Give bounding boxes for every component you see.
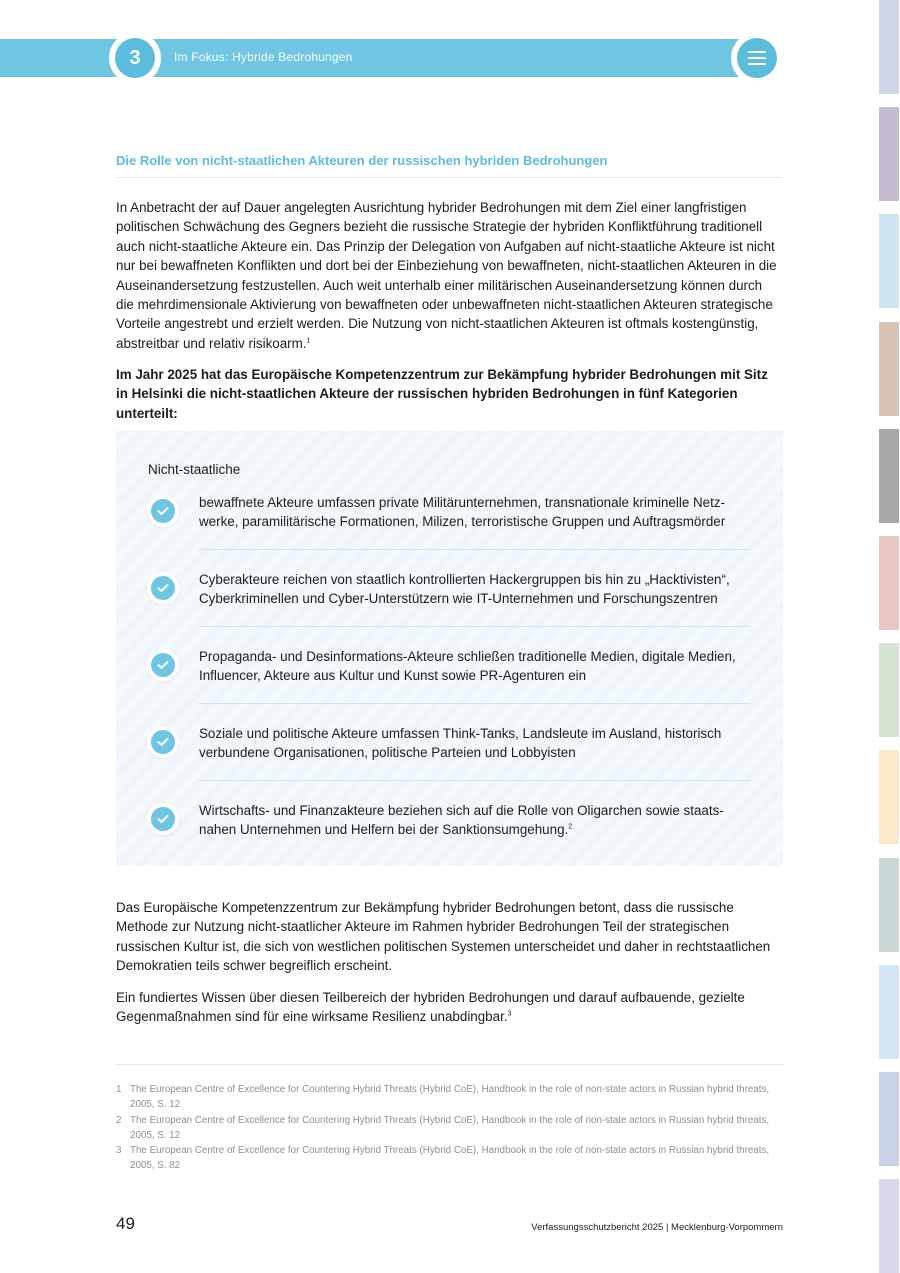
chapter-tab-2[interactable]: [879, 107, 899, 201]
chapter-tab-10[interactable]: [879, 965, 899, 1059]
hamburger-menu-icon: [737, 38, 777, 78]
chapter-tab-7[interactable]: [879, 643, 899, 737]
item-divider: [199, 549, 750, 550]
conclusion-text: Ein fundiertes Wissen über diesen Teilbereich der hybriden Bedrohungen und darauf aufbauende, gezielte Gegenmaßnahmen sind für eine wirksame Resilienz unabdingbar.: [116, 990, 745, 1025]
footnote-number: 2: [116, 1114, 122, 1126]
chapter-tab-8[interactable]: [879, 750, 899, 844]
checkmark-icon: [147, 726, 179, 758]
footnote-number: 1: [116, 1084, 122, 1095]
chapter-tab-3[interactable]: [879, 214, 899, 308]
menu-button[interactable]: [731, 32, 783, 84]
chapter-tab-9[interactable]: [879, 858, 899, 952]
footnote-divider: [116, 1064, 783, 1065]
category-text: bewaffnete Akteure umfassen private Militärunternehmen, transnationale kriminelle Netz-werke, paramilitärische Formationen, Milizen, terroristische Gruppen und Auftragsmörder: [199, 495, 726, 530]
chapter-badge: [109, 32, 161, 84]
category-text: Wirtschafts- und Finanzakteure beziehen sich auf die Rolle von Oligarchen sowie staats-nahen Unternehmen und Helfern bei der Sanktionsumgehung.$^2$: [199, 803, 724, 838]
chapter-tab-1[interactable]: [879, 0, 899, 94]
chapter-tab-12[interactable]: [879, 1179, 899, 1273]
chapter-title: Im Fokus: Hybride Bedrohungen: [174, 50, 353, 64]
chapter-tab-5[interactable]: [879, 429, 899, 523]
conclusion-paragraph-2: [116, 988, 783, 1027]
intro-paragraph: [116, 198, 783, 353]
category-text: Soziale und politische Akteure umfassen Think-Tanks, Landsleute im Ausland, historisch verbundene Organisationen, politische Parteien und Lobbyisten: [199, 726, 722, 761]
footnote-ref[interactable]: 2: [568, 823, 573, 831]
intro-text: In Anbetracht der auf Dauer angelegten Ausrichtung hybrider Bedrohungen mit dem Ziel einer langfristigen politischen Schwächung des Gegners bezieht die russische Strategie der hybriden Konfliktführung traditionell auch nicht-staatliche Akteure ein. Das Prinzip der Delegation von Aufgaben auf nicht-staatliche Akteure ist nicht nur bei bewaffneten Konflikten und dort bei der Einbeziehung von bewaffneten, nicht-staatlichen Akteuren in die Auseinandersetzung festzustellen. Auch weit unterhalb einer militärischen Auseinandersetzung können durch die mehrdimensionale Aktivierung von bewaffneten oder unbewaffneten nicht-staatlichen Akteuren strategische Vorteile angestrebt und erzielt werden. Die Nutzung von nicht-staatlichen Akteuren ist oftmals kostengünstig, abstreitbar und relativ risikoarm.: [116, 200, 777, 351]
checkmark-icon: [147, 495, 179, 527]
category-text: Cyberakteure reichen von staatlich kontrollierten Hackergruppen bis hin zu „Hacktivisten“, Cyberkriminellen und Cyber-Unterstützern wie IT-Unternehmen und Forschungszentren: [199, 572, 730, 607]
chapter-tab-6[interactable]: [879, 536, 899, 630]
footnote-text: The European Centre of Excellence for Countering Hybrid Threats (Hybrid CoE), Handbook in the role of non-state actors in Russian hybrid threats, 2005, S. 12: [130, 1084, 770, 1110]
checkmark-icon: [147, 803, 179, 835]
footnote-text: The European Centre of Excellence for Countering Hybrid Threats (Hybrid CoE), Handbook in the role of non-state actors in Russian hybrid threats, 2005, S. 82: [130, 1145, 770, 1171]
item-divider: [199, 626, 750, 627]
box-title: Nicht-staatliche: [148, 462, 241, 477]
publication-footer: Verfassungsschutzbericht 2025 | Mecklenburg-Vorpommern: [531, 1222, 783, 1233]
footnote-ref[interactable]: 3: [507, 1010, 512, 1018]
footnote-number: 3: [116, 1145, 122, 1156]
footnote-ref[interactable]: 1: [306, 337, 311, 345]
category-text: Propaganda- und Desinformations-Akteure schließen traditionelle Medien, digitale Medien, Influencer, Akteure aus Kultur und Kunst sowie PR-Agenturen ein: [199, 649, 736, 684]
checkmark-icon: [147, 649, 179, 681]
section-heading: Die Rolle von nicht-staatlichen Akteuren der russischen hybriden Bedrohungen: [116, 153, 782, 178]
footnote-text: The European Centre of Excellence for Countering Hybrid Threats (Hybrid CoE), Handbook in the role of non-state actors in Russian hybrid threats, 2005, S. 12: [130, 1114, 770, 1141]
chapter-number: 3: [115, 38, 155, 78]
categories-intro-paragraph: Im Jahr 2025 hat das Europäische Kompetenzzentrum zur Bekämpfung hybrider Bedrohungen mit Sitz in Helsinki die nicht-staatlichen Akteure der russischen hybriden Bedrohungen in fünf Kategorien unterteilt:: [116, 367, 768, 421]
actor-categories-box: [116, 431, 783, 866]
page-number: 49: [116, 1214, 135, 1233]
item-divider: [199, 780, 750, 781]
item-divider: [199, 703, 750, 704]
chapter-tab-4[interactable]: [879, 322, 899, 416]
chapter-tab-11[interactable]: [879, 1072, 899, 1166]
checkmark-icon: [147, 572, 179, 604]
conclusion-paragraph-1: Das Europäische Kompetenzzentrum zur Bekämpfung hybrider Bedrohungen betont, dass die russische Methode zur Nutzung nicht-staatlicher Akteure im Rahmen hybrider Bedrohungen Teil der strategischen russischen Kultur ist, die sich von westlichen politischen Systemen unterscheidet und daher in rechtstaatlichen Demokratien teils schwer begreiflich erscheint.: [116, 900, 771, 974]
